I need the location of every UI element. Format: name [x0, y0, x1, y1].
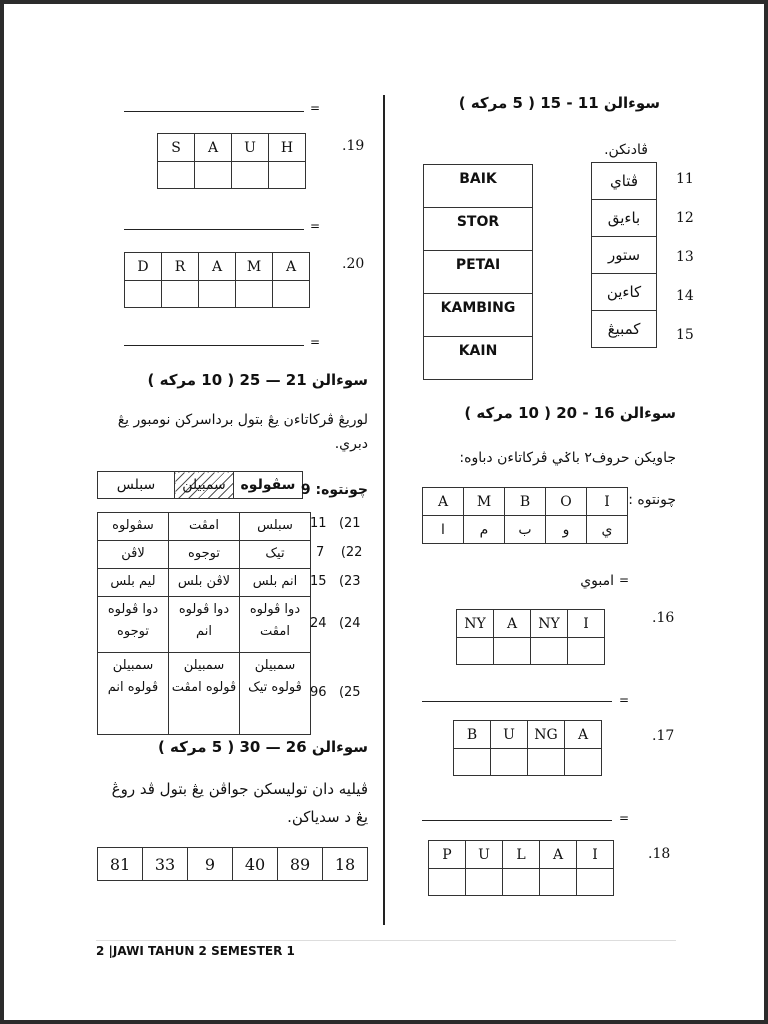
letter-cell: U [491, 721, 528, 749]
option-cell[interactable]: سمبيلن ڤولوه امڤت [169, 653, 240, 735]
question-number: .19 [342, 138, 365, 154]
option-cell[interactable]: امڤت [169, 513, 240, 541]
number-words-grid [97, 512, 311, 735]
answer-cell[interactable] [158, 162, 195, 189]
example-label: چونتوه : [628, 492, 676, 508]
jawi-word: باءيق [592, 200, 657, 237]
question-number: .16 [652, 610, 675, 626]
rumi-word: STOR [424, 208, 533, 251]
row-label [310, 685, 370, 700]
answer-cell[interactable] [125, 281, 162, 308]
letter-cell: A [494, 610, 531, 638]
answer-cell[interactable] [531, 638, 568, 665]
equals-sign: = [619, 693, 630, 707]
section-26-30-instruction: ڤيليه دان توليسکن جواڤن يڠ بتول ڤد روڠ يڠ د سدياکن. [111, 780, 368, 826]
question-number: 11 [676, 171, 694, 187]
option-cell[interactable]: سمبيلن ڤولوه انم [98, 653, 169, 735]
jawi-words-table [591, 162, 657, 348]
example-jawi-cell: ي [587, 516, 628, 544]
letter-cell: M [236, 253, 273, 281]
section-21-25-instruction: لوريڠ ڤرکاتاءن يڠ بتول برداسرکن نومبور يڠ دبري. [117, 412, 368, 452]
answer-cell[interactable] [269, 162, 306, 189]
answer-cell[interactable] [466, 869, 503, 896]
answer-cell[interactable] [429, 869, 466, 896]
option-cell[interactable]: لاڤن بلس [169, 569, 240, 597]
answer-cell[interactable] [273, 281, 310, 308]
letter-cell: D [125, 253, 162, 281]
number-choice: 18 [323, 848, 368, 881]
number-choice: 40 [233, 848, 278, 881]
question-number: 13 [676, 249, 694, 265]
question-number: 15 [676, 327, 694, 343]
option-cell[interactable]: لاڤن [98, 541, 169, 569]
example-jawi-cell: ب [505, 516, 546, 544]
q19-table [157, 133, 306, 189]
equals-sign: = [619, 573, 630, 587]
equals-sign: = [310, 101, 321, 115]
answer-cell[interactable] [236, 281, 273, 308]
letter-cell: NY [457, 610, 494, 638]
question-number: 12 [676, 210, 694, 226]
example-answer: امبوي [580, 573, 614, 589]
example-rumi-cell: I [587, 488, 628, 516]
jawi-word: کمبيڠ [592, 311, 657, 348]
answer-cell[interactable] [195, 162, 232, 189]
letter-cell: A [195, 134, 232, 162]
rumi-words-table [423, 164, 533, 380]
letter-cell: NY [531, 610, 568, 638]
answer-cell[interactable] [494, 638, 531, 665]
example-rumi-cell: O [546, 488, 587, 516]
question-number: .20 [342, 256, 365, 272]
number-choice: 81 [98, 848, 143, 881]
letter-cell: S [158, 134, 195, 162]
answer-cell[interactable] [568, 638, 605, 665]
letter-cell: B [454, 721, 491, 749]
answer-line[interactable] [422, 701, 612, 702]
answer-cell[interactable] [162, 281, 199, 308]
jawi-word: ڤتاي [592, 163, 657, 200]
letter-cell: R [162, 253, 199, 281]
letter-cell: U [232, 134, 269, 162]
number-choice: 9 [188, 848, 233, 881]
q20-table [124, 252, 310, 308]
example-rumi-cell: B [505, 488, 546, 516]
rumi-word: KAMBING [424, 294, 533, 337]
row-index: (23 [338, 574, 361, 589]
answer-cell[interactable] [457, 638, 494, 665]
example-label: چونتوه: 9 [300, 482, 368, 498]
answer-line[interactable] [124, 111, 304, 112]
answer-cell[interactable] [232, 162, 269, 189]
answer-cell[interactable] [577, 869, 614, 896]
equals-sign: = [619, 811, 630, 825]
option-cell[interactable]: توجوه [169, 541, 240, 569]
example-table [422, 487, 628, 544]
option-cell[interactable]: دوا ڤولوه انم [169, 597, 240, 653]
option-cell[interactable]: تيک [240, 541, 311, 569]
row-index: (21 [338, 516, 361, 531]
answer-cell[interactable] [540, 869, 577, 896]
answer-cell[interactable] [491, 749, 528, 776]
letter-cell: L [503, 841, 540, 869]
answer-cell[interactable] [454, 749, 491, 776]
option-cell[interactable]: سبلس [240, 513, 311, 541]
row-number: 96 [310, 685, 327, 700]
option-cell[interactable]: دوا ڤولوه امڤت [240, 597, 311, 653]
letter-cell: U [466, 841, 503, 869]
example-jawi-cell: ا [423, 516, 464, 544]
example-jawi-cell: و [546, 516, 587, 544]
q16-table [456, 609, 605, 665]
option-cell[interactable]: دوا ڤولوه توجوه [98, 597, 169, 653]
page-footer: 2 |JAWI TAHUN 2 SEMESTER 1 [96, 944, 295, 958]
example-rumi-cell: A [423, 488, 464, 516]
letter-cell: A [273, 253, 310, 281]
section-26-30-heading: سوءالن 26 — 30 ( 5 مرکه ) [157, 738, 368, 756]
letter-cell: H [269, 134, 306, 162]
row-index: (22 [340, 545, 363, 560]
answer-cell[interactable] [565, 749, 602, 776]
row-index: (25 [338, 685, 361, 700]
answer-cell[interactable] [503, 869, 540, 896]
letter-cell: I [577, 841, 614, 869]
section-16-20-heading: سوءالن 16 - 20 ( 10 مرکه ) [464, 404, 676, 422]
q17-table [453, 720, 602, 776]
row-label [316, 545, 376, 560]
option-cell[interactable]: ليم بلس [98, 569, 169, 597]
number-choice: 89 [278, 848, 323, 881]
column-divider [383, 95, 385, 925]
row-index: (24 [338, 616, 361, 631]
letter-cell: I [568, 610, 605, 638]
row-number: 15 [310, 574, 327, 589]
example-options-table [97, 471, 303, 499]
question-number: 14 [676, 288, 694, 304]
equals-sign: = [310, 335, 321, 349]
answer-line[interactable] [124, 229, 304, 230]
number-choice: 33 [143, 848, 188, 881]
row-label [310, 516, 370, 531]
section-11-15-instruction: ڤادنکن. [604, 142, 648, 158]
letter-cell: A [565, 721, 602, 749]
letter-cell: NG [528, 721, 565, 749]
footer-divider [96, 940, 676, 941]
row-number: 24 [310, 616, 327, 631]
option-cell[interactable]: سمبيلن ڤولوه تيک [240, 653, 311, 735]
jawi-word: ستور [592, 237, 657, 274]
section-21-25-heading: سوءالن 21 — 25 ( 10 مرکه ) [147, 371, 368, 389]
row-number: 11 [310, 516, 327, 531]
question-number: .18 [648, 846, 671, 862]
example-rumi-cell: M [464, 488, 505, 516]
example-jawi-cell: م [464, 516, 505, 544]
option-cell[interactable]: سڤولوه [98, 513, 169, 541]
number-choices-table [97, 847, 368, 881]
letter-cell: A [540, 841, 577, 869]
rumi-word: PETAI [424, 251, 533, 294]
answer-line[interactable] [124, 345, 304, 346]
equals-sign: = [310, 219, 321, 233]
answer-cell[interactable] [528, 749, 565, 776]
example-option: سڤولوه [234, 472, 303, 499]
letter-cell: A [199, 253, 236, 281]
q18-table [428, 840, 614, 896]
row-label [310, 616, 370, 631]
section-16-20-instruction: جاويکن حروف٢ باݢي ڤرکاتاءن دباوه: [459, 450, 676, 466]
jawi-word: کاءين [592, 274, 657, 311]
rumi-word: BAIK [424, 165, 533, 208]
letter-cell: P [429, 841, 466, 869]
example-option: سبلس [98, 472, 175, 499]
rumi-word: KAIN [424, 337, 533, 380]
row-label [310, 574, 370, 589]
row-number: 7 [316, 545, 325, 560]
section-11-15-heading: سوءالن 11 - 15 ( 5 مرکه ) [458, 94, 660, 112]
option-cell[interactable]: انم بلس [240, 569, 311, 597]
example-option-shaded: سمبيلن [175, 472, 234, 499]
answer-line[interactable] [422, 820, 612, 821]
answer-cell[interactable] [199, 281, 236, 308]
question-number: .17 [652, 728, 675, 744]
